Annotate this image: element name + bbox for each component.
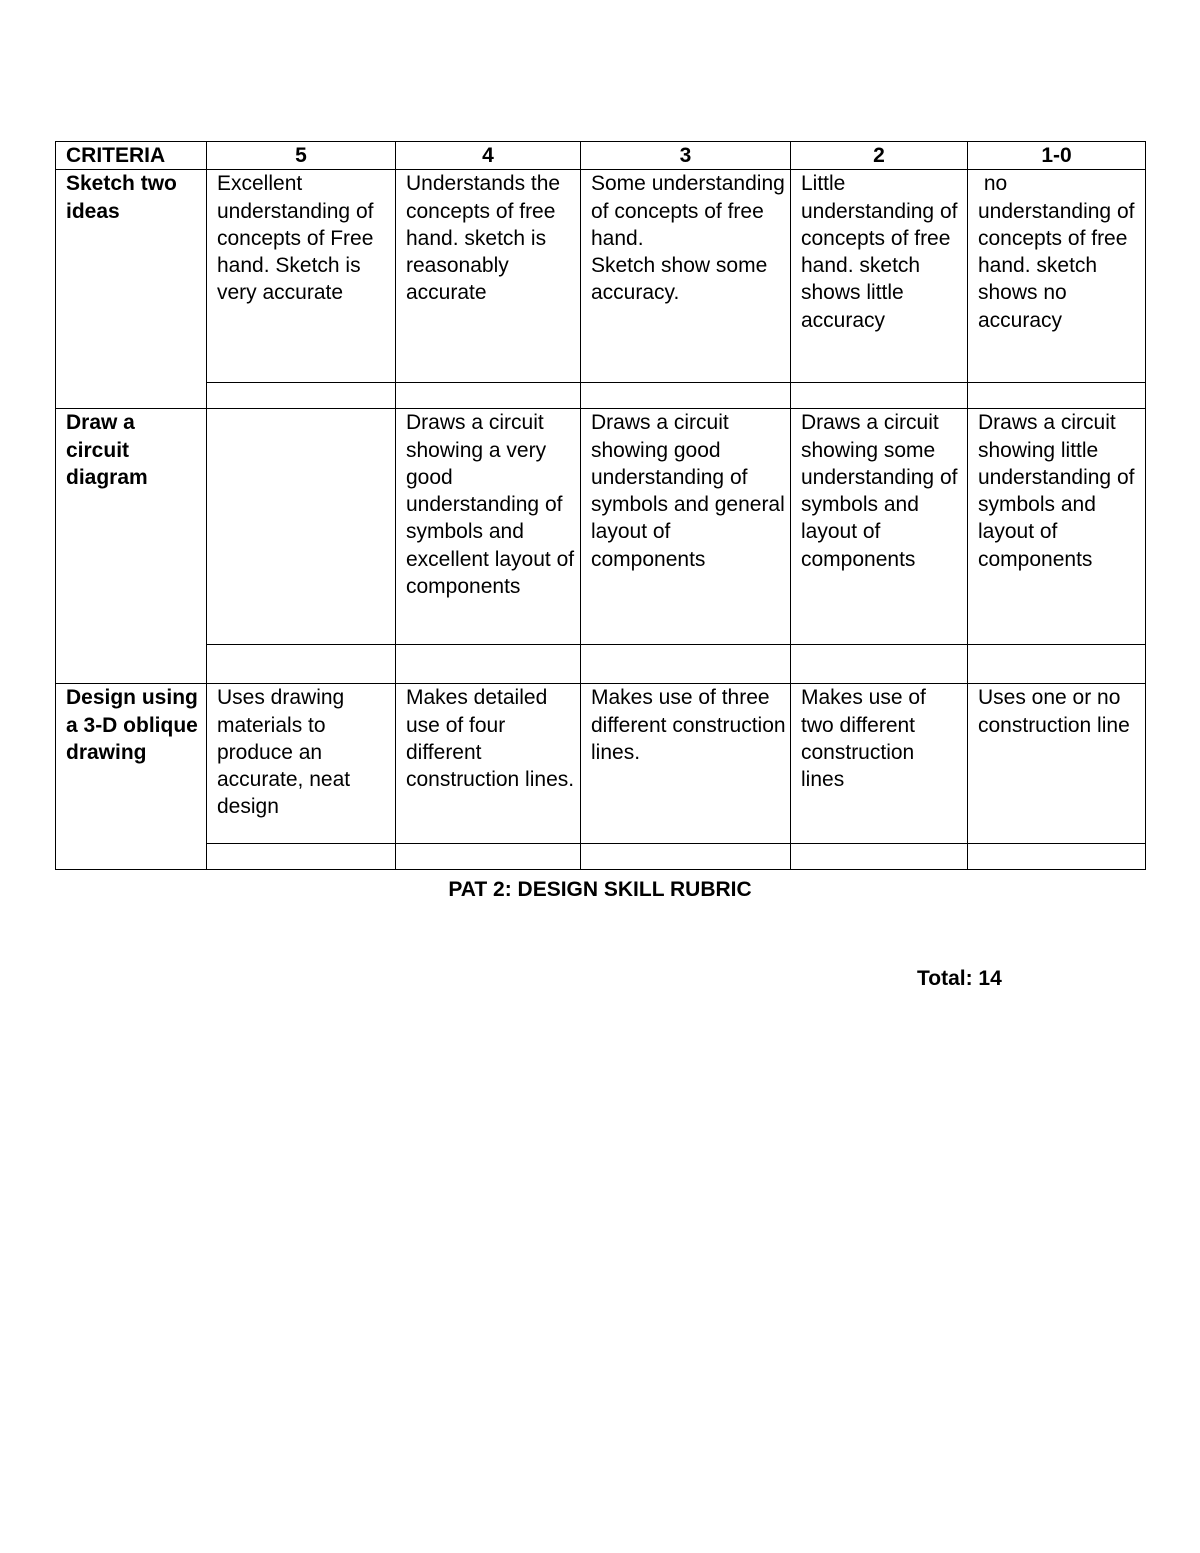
descriptor-cell: Draws a circuit showing some understanding of symbols and layout of components [791,409,968,645]
header-row [56,142,1146,170]
header-score-4: 4 [396,142,581,170]
descriptor-cell: Some understanding of concepts of free hand. Sketch show some accuracy. [581,170,791,383]
total-marks: Total: 14 [917,967,1002,990]
descriptor-cell: Understands the concepts of free hand. sketch is reasonably accurate [396,170,581,383]
descriptor-cell: Makes detailed use of four different construction lines. [396,684,581,844]
header-score-1-0: 1-0 [968,142,1146,170]
score-cell [581,844,791,870]
score-cell [396,645,581,684]
descriptor-cell [207,409,396,645]
descriptor-cell: Draws a circuit showing little understanding of symbols and layout of components [968,409,1146,645]
score-cell [396,844,581,870]
table-row [56,170,1146,383]
table-row [56,684,1146,844]
score-cell [207,645,396,684]
score-row [56,645,1146,684]
score-cell [207,383,396,409]
descriptor-cell: Draws a circuit showing good understanding of symbols and general layout of components [581,409,791,645]
criteria-cell: Draw a circuit diagram [56,409,207,684]
descriptor-cell: Excellent understanding of concepts of Free hand. Sketch is very accurate [207,170,396,383]
table-row [56,409,1146,645]
descriptor-cell: Uses drawing materials to produce an accurate, neat design [207,684,396,844]
descriptor-cell: Makes use of three different construction lines. [581,684,791,844]
score-cell [968,645,1146,684]
rubric-table [55,141,1146,870]
criteria-cell: Design using a 3-D oblique drawing [56,684,207,870]
score-row [56,844,1146,870]
score-cell [791,645,968,684]
score-cell [581,383,791,409]
header-criteria: CRITERIA [56,142,207,170]
score-cell [207,844,396,870]
score-cell [396,383,581,409]
score-cell [791,844,968,870]
header-score-2: 2 [791,142,968,170]
score-cell [791,383,968,409]
descriptor-cell: no understanding of concepts of free hand. sketch shows no accuracy [968,170,1146,383]
score-cell [968,844,1146,870]
table-caption: PAT 2: DESIGN SKILL RUBRIC [448,878,752,901]
criteria-cell: Sketch two ideas [56,170,207,409]
descriptor-cell: Makes use of two different construction lines [791,684,968,844]
descriptor-cell: Uses one or no construction line [968,684,1146,844]
score-cell [968,383,1146,409]
header-score-3: 3 [581,142,791,170]
descriptor-cell: Draws a circuit showing a very good understanding of symbols and excellent layout of components [396,409,581,645]
header-score-5: 5 [207,142,396,170]
score-row [56,383,1146,409]
descriptor-cell: Little understanding of concepts of free hand. sketch shows little accuracy [791,170,968,383]
score-cell [581,645,791,684]
